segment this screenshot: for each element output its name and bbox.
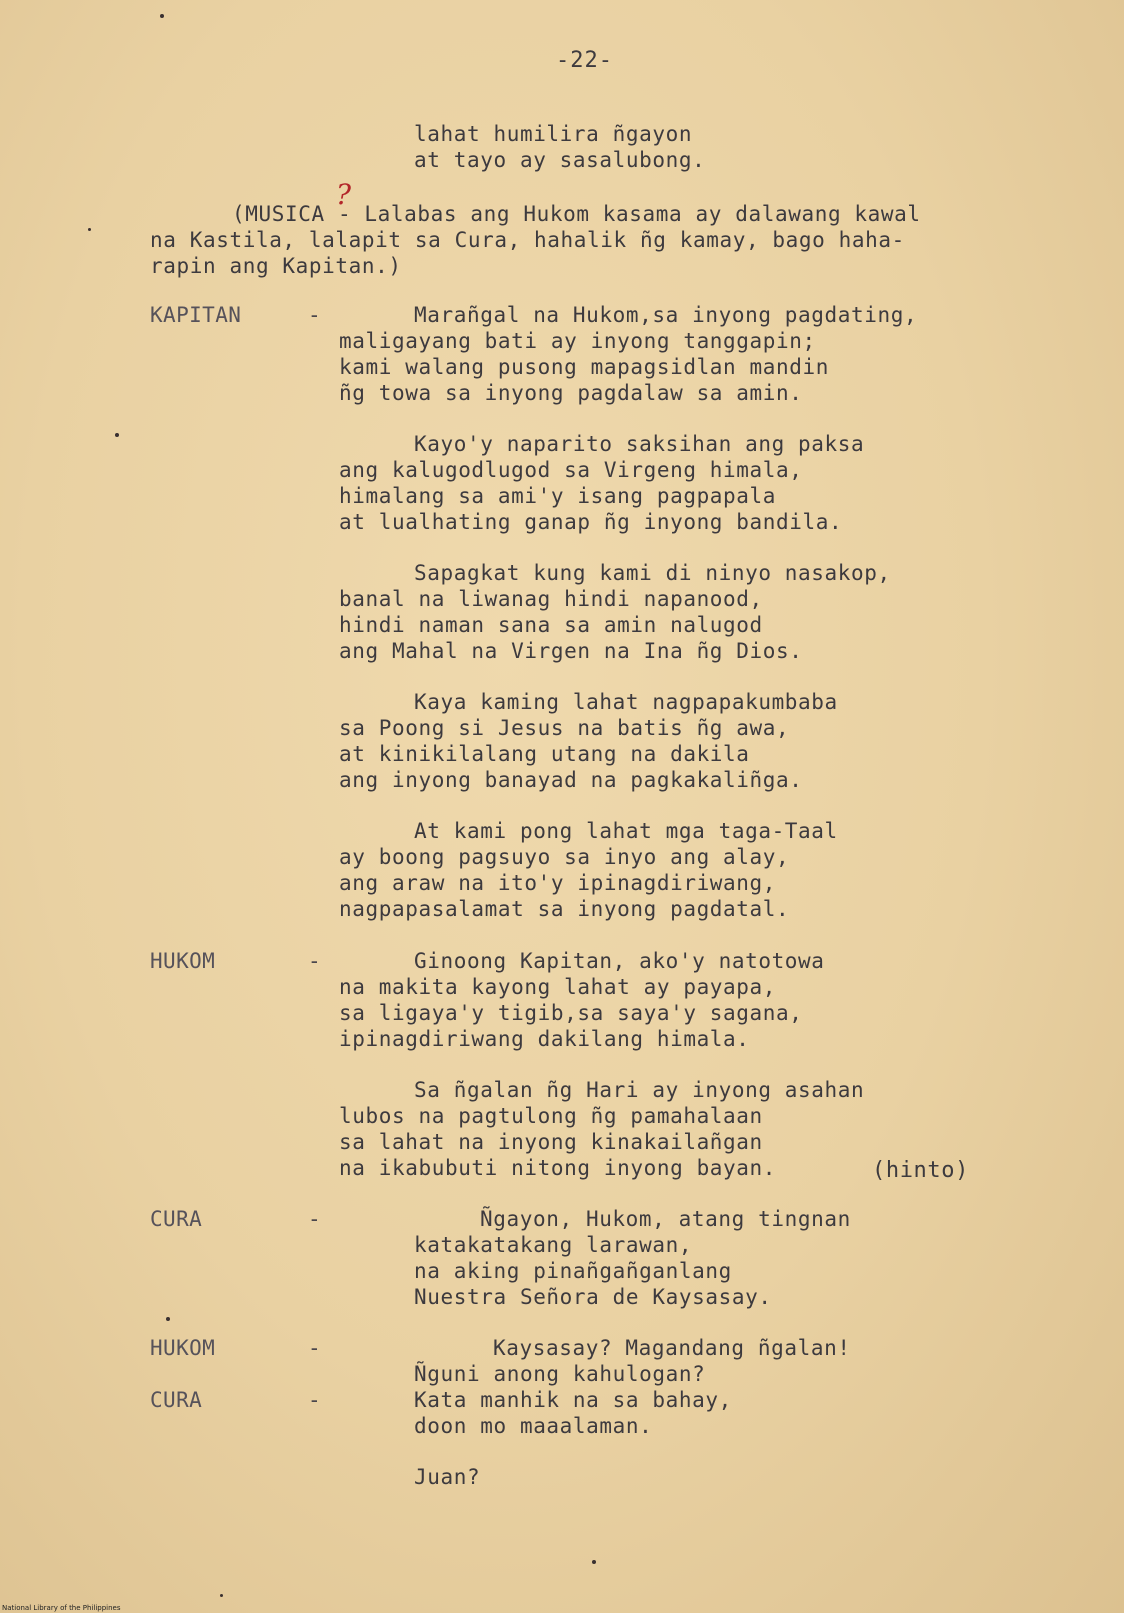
speaker-name: KAPITAN xyxy=(150,303,242,327)
verse-line: Kayo'y naparito saksihan ang paksa xyxy=(414,432,865,456)
verse-line: Juan? xyxy=(414,1465,481,1489)
verse-line: ay boong pagsuyo sa inyo ang alay, xyxy=(339,845,790,869)
verse-line: maligayang bati ay inyong tanggapin; xyxy=(339,329,816,353)
verse-line: Sa ñgalan ñg Hari ay inyong asahan xyxy=(414,1078,865,1102)
verse-line: ipinagdiriwang dakilang himala. xyxy=(339,1027,750,1051)
verse-line: kami walang pusong mapagsidlan mandin xyxy=(339,355,829,379)
speaker-dash: - xyxy=(308,1388,321,1412)
verse-line: Ñgayon, Hukom, atang tingnan xyxy=(480,1207,851,1231)
verse-line: Kaya kaming lahat nagpapakumbaba xyxy=(414,690,838,714)
speaker-dash: - xyxy=(308,949,321,973)
verse-line: Kaysasay? Magandang ñgalan! xyxy=(493,1336,851,1360)
verse-line: sa Poong si Jesus na batis ñg awa, xyxy=(339,716,790,740)
stage-direction-hinto: (hinto) xyxy=(872,1158,969,1183)
paper-speck xyxy=(88,228,91,231)
verse-line: ang Mahal na Virgen na Ina ñg Dios. xyxy=(339,639,803,663)
verse-line: na ikabubuti nitong inyong bayan. xyxy=(339,1156,777,1180)
speaker-dash: - xyxy=(308,1336,321,1360)
stage-direction-line: rapin ang Kapitan.) xyxy=(150,254,402,278)
verse-line: Ginoong Kapitan, ako'y natotowa xyxy=(414,949,825,973)
verse-line: Kata manhik na sa bahay, xyxy=(414,1388,732,1412)
intro-line: lahat humilira ñgayon xyxy=(414,122,693,146)
verse-line: Marañgal na Hukom,sa inyong pagdating, xyxy=(414,303,918,327)
speaker-dash: - xyxy=(308,303,321,327)
verse-line: Ñguni anong kahulogan? xyxy=(414,1362,706,1386)
speaker-name: HUKOM xyxy=(150,1336,216,1360)
speaker-name: CURA xyxy=(150,1207,203,1231)
paper-speck xyxy=(220,1594,223,1597)
paper-speck xyxy=(115,433,119,437)
page-number: -22- xyxy=(556,48,613,73)
speaker-name: HUKOM xyxy=(150,949,216,973)
paper-speck xyxy=(592,1560,596,1564)
verse-line: himalang sa ami'y isang pagpapala xyxy=(339,484,777,508)
paper-speck xyxy=(160,14,164,18)
verse-line: na makita kayong lahat ay payapa, xyxy=(339,975,777,999)
intro-line: at tayo ay sasalubong. xyxy=(414,148,706,172)
verse-line: Nuestra Señora de Kaysasay. xyxy=(414,1285,772,1309)
stage-direction-line: na Kastila, lalapit sa Cura, hahalik ñg kamay, bago haha- xyxy=(150,228,905,252)
stage-direction-line: (MUSICA - Lalabas ang Hukom kasama ay dalawang kawal xyxy=(232,202,921,226)
verse-line: hindi naman sana sa amin nalugod xyxy=(339,613,763,637)
verse-line: banal na liwanag hindi napanood, xyxy=(339,587,763,611)
verse-line: at lualhating ganap ñg inyong bandila. xyxy=(339,510,843,534)
red-annotation-mark: ? xyxy=(336,178,352,211)
verse-line: At kami pong lahat mga taga-Taal xyxy=(414,819,838,843)
verse-line: katakatakang larawan, xyxy=(414,1233,693,1257)
verse-line: na aking pinañgañganlang xyxy=(414,1259,732,1283)
verse-line: lubos na pagtulong ñg pamahalaan xyxy=(339,1104,763,1128)
verse-line: sa ligaya'y tigib,sa saya'y sagana, xyxy=(339,1001,803,1025)
verse-line: at kinikilalang utang na dakila xyxy=(339,742,750,766)
paper-speck xyxy=(166,1317,170,1321)
verse-line: doon mo maaalaman. xyxy=(414,1414,653,1438)
speaker-name: CURA xyxy=(150,1388,203,1412)
verse-line: ang araw na ito'y ipinagdiriwang, xyxy=(339,871,777,895)
verse-line: ang kalugodlugod sa Virgeng himala, xyxy=(339,458,803,482)
verse-line: nagpapasalamat sa inyong pagdatal. xyxy=(339,897,790,921)
verse-line: ang inyong banayad na pagkakaliñga. xyxy=(339,768,803,792)
verse-line: Sapagkat kung kami di ninyo nasakop, xyxy=(414,561,891,585)
library-footer: National Library of the Philippines xyxy=(2,1604,121,1612)
speaker-dash: - xyxy=(308,1207,321,1231)
verse-line: sa lahat na inyong kinakailañgan xyxy=(339,1130,763,1154)
verse-line: ñg towa sa inyong pagdalaw sa amin. xyxy=(339,381,803,405)
